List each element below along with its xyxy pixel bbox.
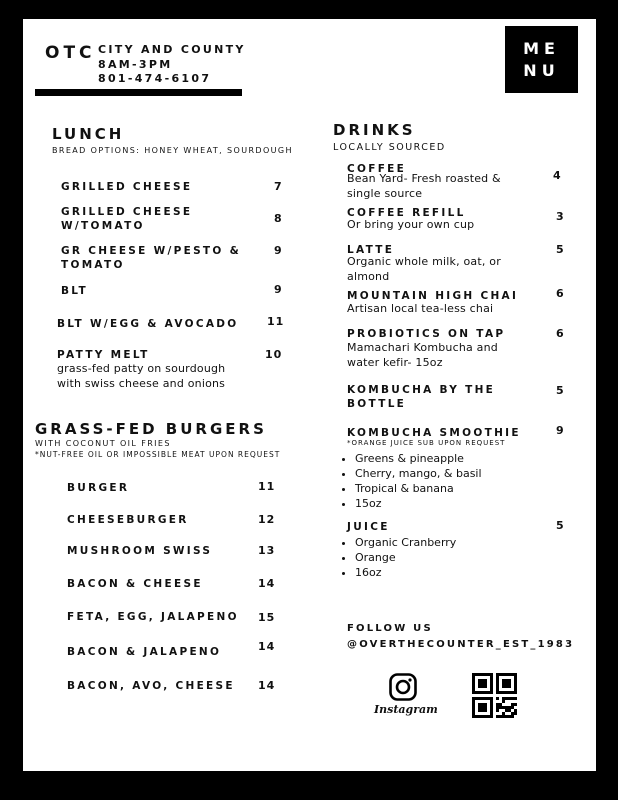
burger-item-price: 15 [258, 611, 276, 624]
lunch-item-price: 8 [274, 212, 283, 225]
follow-section [347, 621, 574, 653]
list-item: • Greens & pineapple [355, 451, 482, 466]
lunch-item-name: GRILLED CHEESE [61, 181, 193, 193]
lunch-item-name [61, 244, 241, 272]
drink-item-name: JUICE [347, 521, 390, 533]
burger-item-name: FETA, EGG, JALAPENO [67, 611, 239, 623]
header-info [98, 43, 246, 87]
drink-item-price: 6 [556, 287, 565, 300]
lunch-item-name: BLT [61, 285, 89, 297]
menu-badge-line1: ME [523, 38, 560, 58]
drink-item-price: 5 [556, 384, 565, 397]
burger-item-name: BACON & JALAPENO [67, 646, 222, 658]
list-item: • Orange [355, 550, 456, 565]
lunch-item-price: 9 [274, 283, 283, 296]
drink-item-desc-line2: water kefir- 15oz [347, 356, 443, 369]
instagram-handle[interactable]: @OVERTHECOUNTER_EST_1983 [347, 639, 575, 650]
drink-item-price: 6 [556, 327, 565, 340]
drink-options-list [337, 535, 456, 580]
drink-item-description: Artisan local tea-less chai [347, 302, 494, 315]
menu-badge-line2: NU [523, 60, 560, 80]
drink-item-price: 5 [556, 519, 565, 532]
drink-item-price: 4 [553, 169, 562, 182]
list-item: • Organic Cranberry [355, 535, 456, 550]
instagram-label: Instagram [374, 703, 438, 716]
burger-item-price: 11 [258, 480, 276, 493]
drink-item-name: COFFEE [347, 163, 407, 175]
drink-item-description: Or bring your own cup [347, 218, 475, 231]
burger-item-price: 14 [258, 679, 276, 692]
burger-item-name: BACON & CHEESE [67, 578, 203, 590]
header-divider [35, 89, 242, 96]
burger-item-name: MUSHROOM SWISS [67, 545, 213, 557]
lunch-subtitle: BREAD OPTIONS: HONEY WHEAT, SOURDOUGH [52, 146, 293, 155]
phone-number[interactable]: 801-474-6107 [98, 72, 212, 85]
drink-item-price: 3 [556, 210, 565, 223]
lunch-item-name-line2: TOMATO [61, 259, 125, 271]
lunch-item-name-line2: W/TOMATO [61, 220, 145, 232]
menu-page [23, 19, 596, 771]
burger-item-price: 12 [258, 513, 276, 526]
lunch-item-price: 10 [265, 348, 283, 361]
drink-item-price: 5 [556, 243, 565, 256]
drink-options-list [337, 451, 482, 511]
drinks-subtitle: LOCALLY SOURCED [333, 142, 446, 153]
lunch-item-desc-line2: with swiss cheese and onions [57, 377, 226, 390]
drink-item-description [347, 340, 498, 370]
drink-item-note: *ORANGE JUICE SUB UPON REQUEST [347, 439, 506, 447]
drink-item-name [347, 383, 495, 411]
lunch-item-description [57, 361, 225, 391]
drink-item-name: COFFEE REFILL [347, 207, 466, 219]
qr-code[interactable] [472, 673, 517, 718]
list-item: • Cherry, mango, & basil [355, 466, 482, 481]
drink-item-price: 9 [556, 424, 565, 437]
drink-item-description [347, 171, 501, 201]
list-item: • 16oz [355, 565, 456, 580]
drink-item-name: LATTE [347, 244, 395, 256]
list-item: • 15oz [355, 496, 482, 511]
burger-item-name: BACON, AVO, CHEESE [67, 680, 235, 692]
lunch-item-name [61, 205, 192, 233]
lunch-item-name-line1: GRILLED CHEESE [61, 206, 193, 218]
drink-item-name: MOUNTAIN HIGH CHAI [347, 290, 519, 302]
burger-item-price: 14 [258, 640, 276, 653]
menu-badge [505, 26, 578, 93]
lunch-item-name: PATTY MELT [57, 349, 150, 361]
drink-item-name: PROBIOTICS ON TAP [347, 328, 506, 340]
follow-label: FOLLOW US [347, 623, 433, 634]
lunch-item-price: 11 [267, 315, 285, 328]
lunch-item-name-line1: GR CHEESE W/PESTO & [61, 245, 242, 257]
drink-item-desc-line1: Bean Yard- Fresh roasted & [347, 172, 501, 185]
burger-item-price: 13 [258, 544, 276, 557]
drink-item-name-line1: KOMBUCHA BY THE [347, 384, 496, 396]
opening-hours: 8AM-3PM [98, 57, 173, 71]
lunch-title: LUNCH [52, 125, 125, 143]
instagram-icon[interactable] [389, 673, 417, 701]
burger-item-name: CHEESEBURGER [67, 514, 189, 526]
drink-item-desc-line1: Organic whole milk, oat, or [347, 255, 501, 268]
brand-logo: OTC [45, 43, 96, 63]
drinks-title: DRINKS [333, 121, 416, 139]
burger-item-name: BURGER [67, 482, 130, 494]
drink-item-description [347, 254, 501, 284]
restaurant-name: CITY AND COUNTY [98, 43, 246, 56]
lunch-item-desc-line1: grass-fed patty on sourdough [57, 362, 226, 375]
burger-item-price: 14 [258, 577, 276, 590]
drink-item-desc-line2: almond [347, 270, 390, 283]
lunch-item-price: 9 [274, 244, 283, 257]
lunch-item-price: 7 [274, 180, 283, 193]
burgers-title: GRASS-FED BURGERS [35, 420, 267, 438]
drink-item-desc-line2: single source [347, 187, 423, 200]
burgers-note: *NUT-FREE OIL OR IMPOSSIBLE MEAT UPON REQUEST [35, 450, 281, 459]
drink-item-name: KOMBUCHA SMOOTHIE [347, 427, 521, 439]
drink-item-desc-line1: Mamachari Kombucha and [347, 341, 498, 354]
drink-item-name-line2: BOTTLE [347, 398, 407, 410]
burgers-subtitle: WITH COCONUT OIL FRIES [35, 439, 171, 448]
qr-code-graphic [472, 673, 517, 718]
lunch-item-name: BLT W/EGG & AVOCADO [57, 318, 239, 330]
list-item: • Tropical & banana [355, 481, 482, 496]
